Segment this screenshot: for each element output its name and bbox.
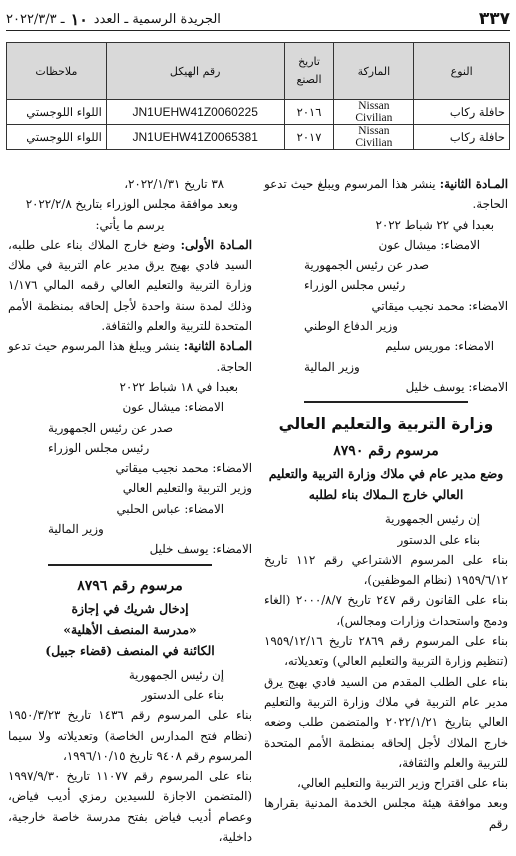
cabinet-approval: وبعد موافقة مجلس الوزراء بتاريخ ٢٠٢٢/٢/٨ <box>25 197 238 212</box>
article-1-label: المـادة الأولى: <box>180 237 252 252</box>
article-1-text: وضع خارج الملاك بناء على طلبه، السيد فادي بهيج يرق مدير عام التربية في ملاك وزارة التربية والتعليم العالي رقمه المالي ١/١٧٦ وذلك لمدة سنة واحدة لأجل إلحاقه بمنظمة الأمم المتحدة للتربية والعلم والثقافة. <box>8 237 252 334</box>
preamble-item: بناء على المرسوم رقم ٢٨٦٩ تاريخ ١٩٥٩/١٢/١٦ (تنظيم وزارة التربية والتعليم العالي) وتعديلاته، <box>264 634 508 669</box>
cell-chassis: JN1UEHW41Z0065381 <box>106 125 284 150</box>
article-2-text: ينشر هذا المرسوم ويبلغ حيث تدعو الحاجة. <box>264 177 508 212</box>
pm-title: رئيس مجلس الوزراء <box>48 440 150 455</box>
decree-number: مرسوم رقم ٨٧٩٠ <box>333 443 439 460</box>
article-2-text: ينشر ويبلغ هذا المرسوم حيث تدعو الحاجة. <box>8 339 252 374</box>
col-header-brand: الماركة <box>334 43 414 100</box>
cell-chassis: JN1UEHW41Z0060225 <box>106 100 284 125</box>
issued-by: صدر عن رئيس الجمهورية <box>304 258 429 273</box>
issued-by: صدر عن رئيس الجمهورية <box>48 420 173 435</box>
article-2 <box>264 174 508 215</box>
publication-name: الجريدة الرسمية ـ العدد <box>93 11 221 27</box>
education-minister-title: وزير التربية والتعليم العالي <box>122 481 252 496</box>
defense-minister-title: وزير الدفاع الوطني <box>304 319 398 334</box>
signature-pm: الامضاء: محمد نجيب ميقاتي <box>371 298 508 313</box>
article-2 <box>8 336 252 377</box>
issue-info <box>6 10 221 29</box>
preamble-item: بناء على المرسوم رقم ١١٠٧٧ تاريخ ١٩٩٧/٩/٣٠ (المتضمن الاجازة للسيدين رمزي أديب فياض، وعصام أديب فياض بفتح مدرسة خاصة خارجية، داخلية، <box>8 769 252 845</box>
cell-notes: اللواء اللوجستي <box>7 125 107 150</box>
table-header-row <box>7 43 510 100</box>
decree-subject-line3: الكائنة في المنصف (قضاء جبيل) <box>45 642 215 658</box>
cell-brand: Nissan Civilian <box>334 100 414 125</box>
section-divider <box>304 401 468 403</box>
preamble-item: بناء على الطلب المقدم من السيد فادي بهيج يرق مدير عام التربية في ملاك وزارة التربية والتعليم العالي بتاريخ ٢٠٢٢/١/٢١ والمتضمن طلب وضعه خارج الملاك لأجل إلحاقه بمنظمة الأمم المتحدة للتربية والعلم والثقافة، <box>264 674 508 770</box>
col-header-notes: ملاحظات <box>7 43 107 100</box>
continuation-line: ٣٨ تاريخ ٢٠٢٢/١/٣١، <box>124 177 224 191</box>
vehicle-table <box>6 42 510 150</box>
signature-defense: الامضاء: موريس سليم <box>385 339 494 354</box>
preamble-item: بناء على اقتراح وزير التربية والتعليم العالي، <box>297 776 508 791</box>
issue-date: ـ ٢٠٢٢/٣/٣ <box>6 11 65 27</box>
preamble-constitution: بناء على الدستور <box>141 687 224 702</box>
table-row <box>7 100 510 125</box>
decree-subject-line2: «مدرسة المنصف الأهلية» <box>63 621 197 637</box>
page-header <box>6 8 510 31</box>
section-divider <box>48 564 212 566</box>
finance-minister-title: وزير المالية <box>304 359 360 374</box>
table-row <box>7 125 510 150</box>
signature-president: الامضاء: ميشال عون <box>122 400 224 415</box>
decree-subject-line1: إدخال شريك في إجازة <box>71 600 189 616</box>
signature-president: الامضاء: ميشال عون <box>378 237 480 252</box>
page-number: ٣٣٧ <box>478 9 510 29</box>
finance-minister-title: وزير المالية <box>48 522 104 537</box>
preamble-item: بناء على القانون رقم ٢٤٧ تاريخ ٢٠٠٠/٨/٧ (الغاء ودمج واستحداث وزارات ومجالس)، <box>264 593 508 628</box>
article-1 <box>8 235 252 336</box>
preamble-constitution: بناء على الدستور <box>397 532 480 547</box>
ministry-title: وزارة التربية والتعليم العالي <box>278 415 494 434</box>
cell-notes: اللواء اللوجستي <box>7 100 107 125</box>
right-column <box>264 174 508 834</box>
preamble-item: بناء على المرسوم رقم ١٤٣٦ تاريخ ١٩٥٠/٣/٢٣ (نظام فتح المدارس الخاصة) وتعديلاته ولا سيما المرسوم رقم ٩٤٠٨ تاريخ ١٩٩٦/١٠/١٥، <box>8 708 252 763</box>
signing-date: بعبدا في ٢٢ شباط ٢٠٢٢ <box>375 217 494 232</box>
left-column <box>8 174 252 847</box>
pm-title: رئيس مجلس الوزراء <box>304 278 406 293</box>
signature-finance: الامضاء: يوسف خليل <box>149 542 252 557</box>
article-2-label: المـادة الثانية: <box>439 177 508 191</box>
cell-year: ٢٠١٧ <box>284 125 334 150</box>
article-2-label: المـادة الثانية: <box>183 339 252 354</box>
cell-type: حافلة ركاب <box>414 125 510 150</box>
decrees-heading: يرسم ما يأتي: <box>95 217 165 232</box>
decree-number: مرسوم رقم ٨٧٩٦ <box>77 577 183 594</box>
preamble-president: إن رئيس الجمهورية <box>128 667 224 682</box>
cell-brand: Nissan Civilian <box>334 125 414 150</box>
preamble-president: إن رئيس الجمهورية <box>384 512 480 527</box>
signing-date: بعبدا في ١٨ شباط ٢٠٢٢ <box>119 379 238 394</box>
signature-education: الامضاء: عباس الحلبي <box>116 501 224 516</box>
preamble-item: بناء على المرسوم الاشتراعي رقم ١١٢ تاريخ ١٩٥٩/٦/١٢ (نظام الموظفين)، <box>264 552 508 588</box>
cell-year: ٢٠١٦ <box>284 100 334 125</box>
col-header-chassis: رقم الهيكل <box>106 43 284 100</box>
cell-type: حافلة ركاب <box>414 100 510 125</box>
signature-finance: الامضاء: يوسف خليل <box>405 379 508 394</box>
preamble-item: وبعد موافقة هيئة مجلس الخدمة المدنية بقرارها رقم <box>264 796 508 831</box>
col-header-year: تاريخ الصنع <box>284 43 334 100</box>
decree-subject: وضع مدير عام في ملاك وزارة التربية والتعليم العالي خارج الـملاك بناء لطلبه <box>268 466 504 503</box>
signature-pm: الامضاء: محمد نجيب ميقاتي <box>115 461 252 476</box>
col-header-type: النوع <box>414 43 510 100</box>
issue-number: ١٠ <box>70 9 88 29</box>
